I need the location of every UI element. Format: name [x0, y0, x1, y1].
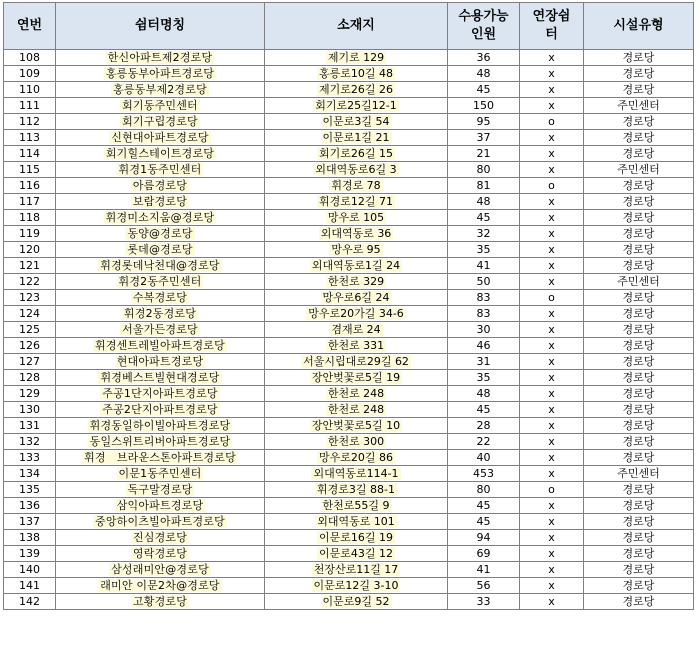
cell-capacity: 41 [448, 258, 520, 274]
cell-address: 외대역동로 36 [265, 226, 448, 242]
cell-no: 139 [4, 546, 56, 562]
cell-type: 경로당 [584, 258, 694, 274]
cell-name: 회기구립경로당 [56, 114, 265, 130]
cell-capacity: 30 [448, 322, 520, 338]
cell-extended: x [520, 450, 584, 466]
cell-no: 122 [4, 274, 56, 290]
cell-name: 동일스위트리버아파트경로당 [56, 434, 265, 450]
cell-name: 휘경1동주민센터 [56, 162, 265, 178]
cell-name: 휘경2동주민센터 [56, 274, 265, 290]
cell-name: 이문1동주민센터 [56, 466, 265, 482]
cell-extended: o [520, 482, 584, 498]
cell-no: 137 [4, 514, 56, 530]
cell-capacity: 50 [448, 274, 520, 290]
cell-extended: o [520, 290, 584, 306]
cell-no: 128 [4, 370, 56, 386]
cell-type: 경로당 [584, 130, 694, 146]
cell-capacity: 453 [448, 466, 520, 482]
cell-type: 경로당 [584, 226, 694, 242]
cell-address: 외대역동로6길 3 [265, 162, 448, 178]
cell-name: 휘경동일하이빌아파트경로당 [56, 418, 265, 434]
cell-name: 한신아파트제2경로당 [56, 50, 265, 66]
cell-no: 123 [4, 290, 56, 306]
cell-address: 이문로12길 3-10 [265, 578, 448, 594]
cell-capacity: 32 [448, 226, 520, 242]
cell-name: 수복경로당 [56, 290, 265, 306]
cell-capacity: 21 [448, 146, 520, 162]
table-row [4, 242, 694, 258]
cell-type: 경로당 [584, 146, 694, 162]
cell-name: 휘경베스트빌현대경로당 [56, 370, 265, 386]
shelter-table [3, 2, 694, 610]
table-row [4, 50, 694, 66]
table-row [4, 130, 694, 146]
cell-capacity: 46 [448, 338, 520, 354]
cell-name: 중앙하이츠빌아파트경로당 [56, 514, 265, 530]
cell-extended: x [520, 98, 584, 114]
cell-type: 경로당 [584, 514, 694, 530]
cell-address: 망우로 95 [265, 242, 448, 258]
cell-name: 주공2단지아파트경로당 [56, 402, 265, 418]
cell-extended: x [520, 562, 584, 578]
cell-address: 겸재로 24 [265, 322, 448, 338]
cell-no: 136 [4, 498, 56, 514]
cell-address: 한천로 248 [265, 402, 448, 418]
cell-capacity: 150 [448, 98, 520, 114]
cell-capacity: 94 [448, 530, 520, 546]
cell-no: 120 [4, 242, 56, 258]
table-row [4, 210, 694, 226]
cell-name: 홍릉동부제2경로당 [56, 82, 265, 98]
cell-capacity: 80 [448, 482, 520, 498]
cell-name: 고황경로당 [56, 594, 265, 610]
cell-no: 140 [4, 562, 56, 578]
cell-capacity: 48 [448, 194, 520, 210]
cell-capacity: 35 [448, 242, 520, 258]
cell-extended: x [520, 162, 584, 178]
cell-extended: x [520, 130, 584, 146]
cell-capacity: 45 [448, 514, 520, 530]
cell-name: 휘경롯데낙천대@경로당 [56, 258, 265, 274]
cell-no: 132 [4, 434, 56, 450]
table-row [4, 434, 694, 450]
cell-address: 이문로9길 52 [265, 594, 448, 610]
cell-no: 111 [4, 98, 56, 114]
cell-name: 진심경로당 [56, 530, 265, 546]
cell-type: 경로당 [584, 562, 694, 578]
cell-type: 경로당 [584, 434, 694, 450]
cell-name: 현대아파트경로당 [56, 354, 265, 370]
cell-type: 경로당 [584, 450, 694, 466]
cell-type: 주민센터 [584, 98, 694, 114]
cell-name: 서울가든경로당 [56, 322, 265, 338]
cell-address: 한천로 248 [265, 386, 448, 402]
cell-capacity: 37 [448, 130, 520, 146]
cell-type: 주민센터 [584, 274, 694, 290]
cell-no: 126 [4, 338, 56, 354]
table-row [4, 402, 694, 418]
cell-no: 121 [4, 258, 56, 274]
cell-type: 경로당 [584, 402, 694, 418]
cell-type: 경로당 [584, 82, 694, 98]
cell-extended: x [520, 594, 584, 610]
cell-name: 홍릉동부아파트경로당 [56, 66, 265, 82]
cell-address: 장안벚꽃로5길 19 [265, 370, 448, 386]
header-row [4, 3, 694, 50]
cell-type: 경로당 [584, 482, 694, 498]
cell-extended: x [520, 530, 584, 546]
cell-extended: x [520, 514, 584, 530]
cell-capacity: 36 [448, 50, 520, 66]
cell-type: 경로당 [584, 290, 694, 306]
cell-extended: x [520, 498, 584, 514]
table-row [4, 114, 694, 130]
cell-name: 래미안 이문2차@경로당 [56, 578, 265, 594]
cell-address: 외대역동로1길 24 [265, 258, 448, 274]
cell-capacity: 28 [448, 418, 520, 434]
table-row [4, 546, 694, 562]
cell-type: 경로당 [584, 194, 694, 210]
cell-no: 117 [4, 194, 56, 210]
cell-extended: x [520, 466, 584, 482]
header-capacity: 수용가능 인원 [448, 3, 520, 50]
table-row [4, 98, 694, 114]
cell-address: 망우로 105 [265, 210, 448, 226]
cell-capacity: 22 [448, 434, 520, 450]
header-name: 쉼터명칭 [56, 3, 265, 50]
cell-no: 131 [4, 418, 56, 434]
cell-capacity: 95 [448, 114, 520, 130]
table-row [4, 354, 694, 370]
cell-no: 125 [4, 322, 56, 338]
header-address: 소재지 [265, 3, 448, 50]
cell-extended: x [520, 402, 584, 418]
cell-type: 경로당 [584, 50, 694, 66]
cell-extended: x [520, 386, 584, 402]
cell-name: 아름경로당 [56, 178, 265, 194]
cell-capacity: 35 [448, 370, 520, 386]
cell-name: 회기동주민센터 [56, 98, 265, 114]
cell-type: 주민센터 [584, 466, 694, 482]
cell-capacity: 45 [448, 402, 520, 418]
cell-name: 삼성래미안@경로당 [56, 562, 265, 578]
cell-no: 116 [4, 178, 56, 194]
cell-type: 경로당 [584, 546, 694, 562]
cell-address: 이문로1길 21 [265, 130, 448, 146]
table-row [4, 258, 694, 274]
table-row [4, 386, 694, 402]
cell-no: 112 [4, 114, 56, 130]
cell-no: 134 [4, 466, 56, 482]
cell-extended: x [520, 578, 584, 594]
cell-address: 휘경로3길 88-1 [265, 482, 448, 498]
cell-address: 서울시립대로29길 62 [265, 354, 448, 370]
cell-extended: x [520, 434, 584, 450]
cell-capacity: 45 [448, 210, 520, 226]
cell-no: 142 [4, 594, 56, 610]
cell-name: 회기힐스테이트경로당 [56, 146, 265, 162]
cell-extended: x [520, 354, 584, 370]
cell-capacity: 33 [448, 594, 520, 610]
table-row [4, 146, 694, 162]
cell-capacity: 45 [448, 498, 520, 514]
cell-address: 제기로 129 [265, 50, 448, 66]
cell-name: 휘경미소지움@경로당 [56, 210, 265, 226]
cell-type: 경로당 [584, 578, 694, 594]
cell-address: 외대역동로 101 [265, 514, 448, 530]
table-row [4, 66, 694, 82]
cell-address: 이문로16길 19 [265, 530, 448, 546]
cell-extended: x [520, 210, 584, 226]
cell-extended: o [520, 114, 584, 130]
table-row [4, 82, 694, 98]
cell-address: 외대역동로114-1 [265, 466, 448, 482]
cell-extended: x [520, 194, 584, 210]
header-extended: 연장쉼 터 [520, 3, 584, 50]
table-row [4, 306, 694, 322]
cell-address: 천장산로11길 17 [265, 562, 448, 578]
cell-name: 주공1단지아파트경로당 [56, 386, 265, 402]
cell-no: 124 [4, 306, 56, 322]
cell-type: 경로당 [584, 210, 694, 226]
cell-no: 133 [4, 450, 56, 466]
cell-no: 110 [4, 82, 56, 98]
cell-capacity: 81 [448, 178, 520, 194]
cell-address: 한천로 300 [265, 434, 448, 450]
table-row [4, 162, 694, 178]
cell-type: 경로당 [584, 418, 694, 434]
cell-capacity: 31 [448, 354, 520, 370]
cell-address: 회기로26길 15 [265, 146, 448, 162]
cell-no: 109 [4, 66, 56, 82]
cell-type: 경로당 [584, 114, 694, 130]
cell-no: 130 [4, 402, 56, 418]
cell-extended: x [520, 66, 584, 82]
cell-address: 이문로3길 54 [265, 114, 448, 130]
cell-extended: x [520, 50, 584, 66]
cell-name: 롯데@경로당 [56, 242, 265, 258]
table-row [4, 498, 694, 514]
cell-type: 경로당 [584, 242, 694, 258]
cell-name: 삼익아파트경로당 [56, 498, 265, 514]
cell-capacity: 41 [448, 562, 520, 578]
cell-extended: x [520, 546, 584, 562]
cell-name: 신현대아파트경로당 [56, 130, 265, 146]
cell-address: 휘경로 78 [265, 178, 448, 194]
cell-extended: x [520, 322, 584, 338]
cell-capacity: 83 [448, 290, 520, 306]
cell-no: 135 [4, 482, 56, 498]
cell-capacity: 45 [448, 82, 520, 98]
cell-type: 경로당 [584, 354, 694, 370]
cell-type: 주민센터 [584, 162, 694, 178]
cell-name: 휘경 브라운스톤아파트경로당 [56, 450, 265, 466]
cell-capacity: 69 [448, 546, 520, 562]
cell-extended: x [520, 370, 584, 386]
cell-no: 138 [4, 530, 56, 546]
cell-address: 이문로43길 12 [265, 546, 448, 562]
cell-extended: x [520, 146, 584, 162]
cell-extended: x [520, 274, 584, 290]
table-row [4, 226, 694, 242]
cell-address: 망우로20길 86 [265, 450, 448, 466]
cell-type: 경로당 [584, 530, 694, 546]
table-row [4, 514, 694, 530]
cell-extended: x [520, 258, 584, 274]
cell-name: 독구말경로당 [56, 482, 265, 498]
cell-extended: o [520, 178, 584, 194]
cell-extended: x [520, 82, 584, 98]
table-row [4, 466, 694, 482]
cell-type: 경로당 [584, 594, 694, 610]
table-row [4, 338, 694, 354]
cell-type: 경로당 [584, 178, 694, 194]
cell-no: 114 [4, 146, 56, 162]
cell-address: 홍릉로10길 48 [265, 66, 448, 82]
cell-address: 장안벚꽃로5길 10 [265, 418, 448, 434]
table-row [4, 370, 694, 386]
table-row [4, 178, 694, 194]
cell-name: 동양@경로당 [56, 226, 265, 242]
cell-no: 118 [4, 210, 56, 226]
table-row [4, 562, 694, 578]
cell-extended: x [520, 418, 584, 434]
cell-extended: x [520, 338, 584, 354]
cell-address: 회기로25길12-1 [265, 98, 448, 114]
table-row [4, 530, 694, 546]
cell-name: 휘경센트레빌아파트경로당 [56, 338, 265, 354]
cell-type: 경로당 [584, 498, 694, 514]
cell-address: 제기로26길 26 [265, 82, 448, 98]
table-row [4, 274, 694, 290]
cell-no: 108 [4, 50, 56, 66]
cell-no: 119 [4, 226, 56, 242]
cell-no: 113 [4, 130, 56, 146]
cell-type: 경로당 [584, 66, 694, 82]
cell-type: 경로당 [584, 306, 694, 322]
table-row [4, 194, 694, 210]
cell-type: 경로당 [584, 338, 694, 354]
cell-name: 보람경로당 [56, 194, 265, 210]
table-row [4, 594, 694, 610]
table-row [4, 578, 694, 594]
cell-type: 경로당 [584, 322, 694, 338]
cell-capacity: 56 [448, 578, 520, 594]
table-row [4, 418, 694, 434]
cell-type: 경로당 [584, 386, 694, 402]
table-row [4, 450, 694, 466]
cell-name: 휘경2동경로당 [56, 306, 265, 322]
cell-no: 129 [4, 386, 56, 402]
cell-capacity: 40 [448, 450, 520, 466]
cell-extended: x [520, 226, 584, 242]
cell-address: 망우로20가길 34-6 [265, 306, 448, 322]
cell-capacity: 48 [448, 66, 520, 82]
cell-address: 망우로6길 24 [265, 290, 448, 306]
cell-address: 휘경로12길 71 [265, 194, 448, 210]
cell-capacity: 80 [448, 162, 520, 178]
cell-extended: x [520, 306, 584, 322]
cell-address: 한천로 331 [265, 338, 448, 354]
table-row [4, 322, 694, 338]
cell-no: 127 [4, 354, 56, 370]
cell-address: 한천로55길 9 [265, 498, 448, 514]
cell-capacity: 83 [448, 306, 520, 322]
table-row [4, 482, 694, 498]
cell-extended: x [520, 242, 584, 258]
cell-type: 경로당 [584, 370, 694, 386]
header-type: 시설유형 [584, 3, 694, 50]
cell-capacity: 48 [448, 386, 520, 402]
cell-name: 영락경로당 [56, 546, 265, 562]
cell-address: 한천로 329 [265, 274, 448, 290]
table-row [4, 290, 694, 306]
cell-no: 141 [4, 578, 56, 594]
header-no: 연번 [4, 3, 56, 50]
cell-no: 115 [4, 162, 56, 178]
